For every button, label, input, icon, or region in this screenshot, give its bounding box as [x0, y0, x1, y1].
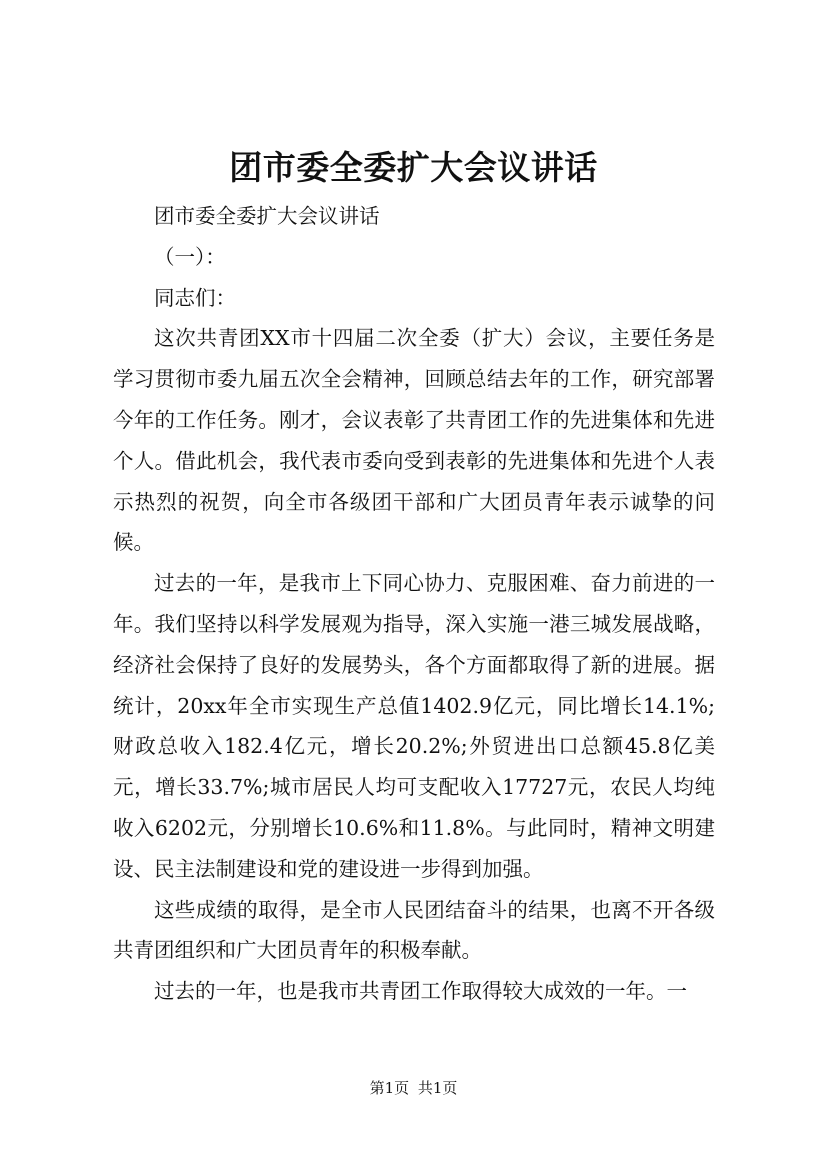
page-total: 共1页: [417, 1079, 458, 1097]
document-body: [113, 196, 715, 1012]
body-paragraph: 这些成绩的取得，是全市人民团结奋斗的结果，也离不开各级共青团组织和广大团员青年的积极奉献。: [113, 897, 715, 963]
body-paragraph: 过去的一年，也是我市共青团工作取得较大成效的一年。一: [154, 979, 687, 1004]
document-title: 团市委全委扩大会议讲话: [229, 148, 598, 187]
page-footer: [0, 1078, 827, 1098]
subtitle-paragraph: 团市委全委扩大会议讲话: [154, 204, 380, 228]
salutation-paragraph: 同志们：: [154, 285, 236, 310]
body-paragraph: 过去的一年，是我市上下同心协力、克服困难、奋力前进的一年。我们坚持以科学发展观为指导，深入实施一港三城发展战略，经济社会保持了良好的发展势头，各个方面都取得了新的进展。据统计，20xx年全市实现生产总值1402.9亿元，同比增长14.1%;财政总收入182.4亿元，增长20.2%;外贸进出口总额45.8亿美元，增长33.7%;城市居民人均可支配收入17727元，农民人均纯收入6202元，分别增长10.6%和11.8%。与此同时，精神文明建设、民主法制建设和党的建设进一步得到加强。: [113, 571, 715, 881]
body-paragraph: 这次共青团XX市十四届二次全委（扩大）会议，主要任务是学习贯彻市委九届五次全会精神，回顾总结去年的工作，研究部署今年的工作任务。刚才，会议表彰了共青团工作的先进集体和先进个人。借此机会，我代表市委向受到表彰的先进集体和先进个人表示热烈的祝贺，向全市各级团干部和广大团员青年表示诚挚的问候。: [113, 326, 715, 555]
page-number: 第1页: [369, 1079, 410, 1097]
section-marker-paragraph: （一）：: [154, 244, 226, 269]
